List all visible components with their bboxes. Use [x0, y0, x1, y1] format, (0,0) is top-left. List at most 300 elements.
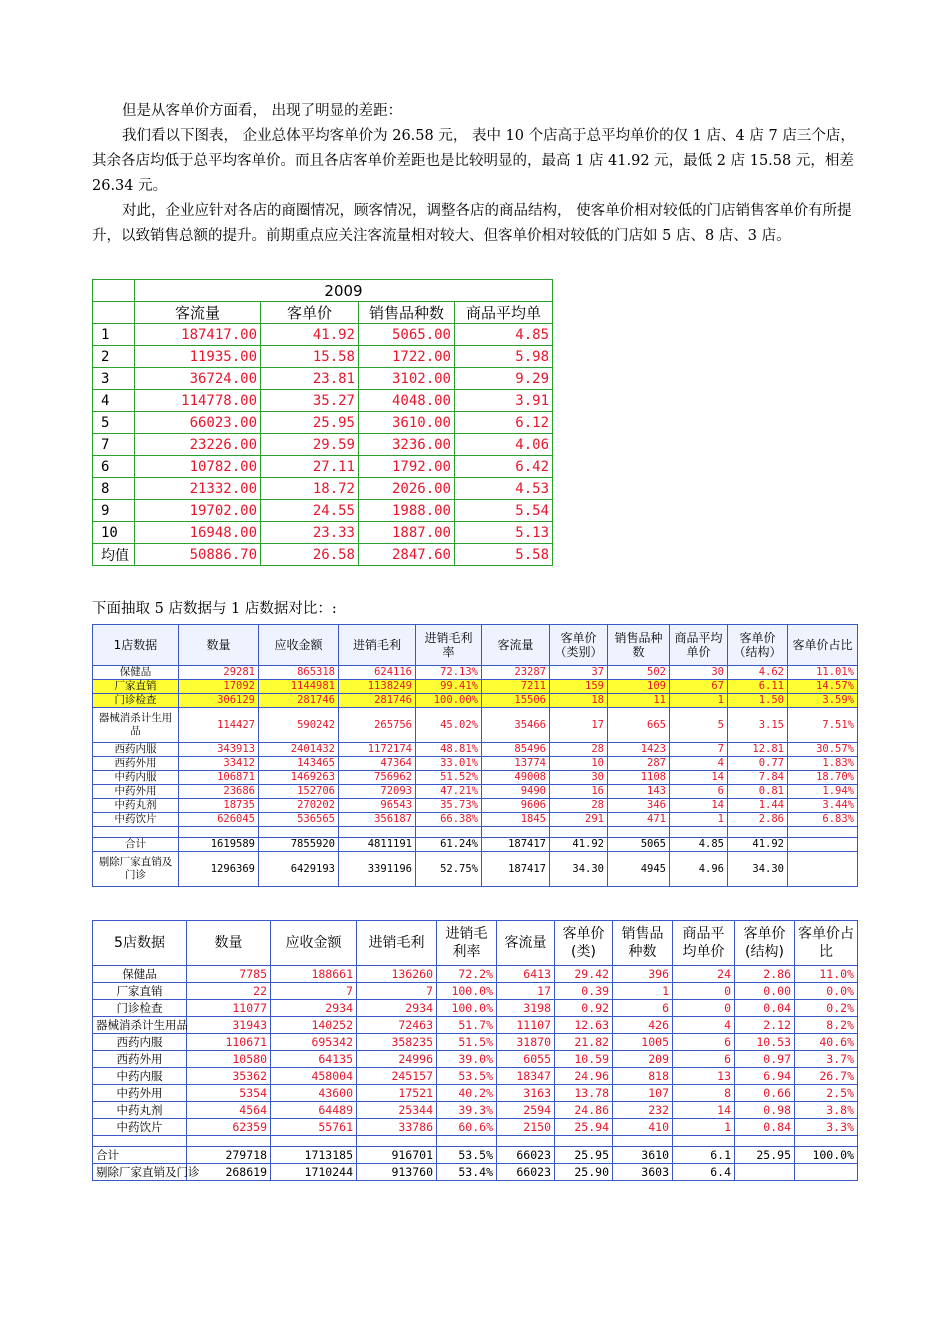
table-cell: 18347 — [497, 1068, 555, 1085]
table-cell: 35.73% — [416, 799, 482, 813]
table-row — [93, 434, 553, 456]
table-cell: 85496 — [482, 743, 550, 757]
table-cell: 25.95 — [555, 1147, 613, 1164]
table-cell: 913760 — [357, 1164, 437, 1181]
table-cell: 536565 — [259, 813, 339, 827]
table-cell: 6413 — [497, 966, 555, 983]
table-cell: 1144981 — [259, 680, 339, 694]
table-cell: 25.95 — [735, 1147, 795, 1164]
category-label: 剔除厂家直销及门诊 — [93, 852, 179, 887]
table-cell: 1.44 — [728, 799, 788, 813]
store-label: 均值 — [93, 544, 135, 566]
table-cell: 6 — [613, 1000, 673, 1017]
table-cell: 0.00 — [735, 983, 795, 1000]
table-cell: 41.92 — [261, 324, 359, 346]
table-cell: 60.6% — [437, 1119, 497, 1136]
table-cell: 5 — [670, 708, 728, 743]
table-cell: 28 — [550, 799, 608, 813]
spacer-row — [93, 827, 858, 838]
store-label: 3 — [93, 368, 135, 390]
table-cell: 626045 — [179, 813, 259, 827]
table-cell: 5.54 — [455, 500, 553, 522]
table-cell: 64135 — [271, 1051, 357, 1068]
table-cell: 6 — [673, 1034, 735, 1051]
table-cell: 343913 — [179, 743, 259, 757]
table-cell: 23287 — [482, 666, 550, 680]
table-cell: 31870 — [497, 1034, 555, 1051]
table-cell: 6 — [670, 785, 728, 799]
table-row — [93, 813, 858, 827]
header-cell: 销售品种数 — [608, 625, 670, 666]
category-label: 西药外用 — [93, 1051, 187, 1068]
table-cell: 11 — [608, 694, 670, 708]
table-cell: 6.94 — [735, 1068, 795, 1085]
header-row — [93, 921, 858, 966]
table-row — [93, 1119, 858, 1136]
header-cell: 销售品种数 — [613, 921, 673, 966]
table-cell: 15506 — [482, 694, 550, 708]
table-cell: 45.02% — [416, 708, 482, 743]
table-cell: 2594 — [497, 1102, 555, 1119]
table-cell: 51.7% — [437, 1017, 497, 1034]
table-cell: 40.2% — [437, 1085, 497, 1102]
table-cell: 24996 — [357, 1051, 437, 1068]
table-cell: 0.92 — [555, 1000, 613, 1017]
table-row — [93, 324, 553, 346]
table-cell: 590242 — [259, 708, 339, 743]
table-cell: 5065 — [608, 838, 670, 852]
header-cell: 客单价（类别） — [550, 625, 608, 666]
table-cell: 47.21% — [416, 785, 482, 799]
table-cell: 29.42 — [555, 966, 613, 983]
table-cell: 16948.00 — [135, 522, 261, 544]
category-label: 剔除厂家直销及门诊 — [93, 1164, 187, 1181]
spacer-row — [93, 1136, 858, 1147]
table-cell: 1423 — [608, 743, 670, 757]
table-cell: 1.50 — [728, 694, 788, 708]
store-summary-table — [92, 279, 553, 566]
excluded-row — [93, 1164, 858, 1181]
table-row — [93, 346, 553, 368]
header-cell: 客流量 — [135, 302, 261, 324]
table-cell: 4.96 — [670, 852, 728, 887]
table-row — [93, 983, 858, 1000]
table-row — [93, 708, 858, 743]
table-cell: 17 — [497, 983, 555, 1000]
table-cell: 30.57% — [788, 743, 858, 757]
table-cell: 11.0% — [795, 966, 858, 983]
table-cell: 29.59 — [261, 434, 359, 456]
table-cell: 0 — [673, 1000, 735, 1017]
table-cell: 21.82 — [555, 1034, 613, 1051]
table-cell: 1138249 — [339, 680, 416, 694]
table-cell: 1710244 — [271, 1164, 357, 1181]
store-label: 6 — [93, 456, 135, 478]
header-cell: 客单价 — [261, 302, 359, 324]
table-cell: 67 — [670, 680, 728, 694]
table-cell: 4.53 — [455, 478, 553, 500]
table-row — [93, 694, 858, 708]
table-cell: 10782.00 — [135, 456, 261, 478]
header-cell: 销售品种数 — [359, 302, 455, 324]
table-cell: 1.94% — [788, 785, 858, 799]
table-cell: 4048.00 — [359, 390, 455, 412]
table-cell: 1792.00 — [359, 456, 455, 478]
table-cell: 13774 — [482, 757, 550, 771]
table-cell: 140252 — [271, 1017, 357, 1034]
store-label: 7 — [93, 434, 135, 456]
table-cell: 53.5% — [437, 1068, 497, 1085]
store-label: 8 — [93, 478, 135, 500]
total-row — [93, 838, 858, 852]
table-cell: 4564 — [187, 1102, 271, 1119]
header-cell: 商品平均单 — [455, 302, 553, 324]
table-row — [93, 456, 553, 478]
category-label: 厂家直销 — [93, 680, 179, 694]
table-cell: 232 — [613, 1102, 673, 1119]
table-cell: 426 — [613, 1017, 673, 1034]
table-cell: 159 — [550, 680, 608, 694]
table-cell: 37 — [550, 666, 608, 680]
table-cell: 6.83% — [788, 813, 858, 827]
table-cell: 3.8% — [795, 1102, 858, 1119]
table-cell: 110671 — [187, 1034, 271, 1051]
category-label: 门诊检查 — [93, 1000, 187, 1017]
table-row — [93, 478, 553, 500]
category-label: 厂家直销 — [93, 983, 187, 1000]
table-cell: 152706 — [259, 785, 339, 799]
table-cell: 291 — [550, 813, 608, 827]
table-cell: 4 — [673, 1017, 735, 1034]
table-cell: 16 — [550, 785, 608, 799]
table-cell: 7.51% — [788, 708, 858, 743]
table-row — [93, 771, 858, 785]
table-cell: 0.84 — [735, 1119, 795, 1136]
table-cell: 1 — [670, 694, 728, 708]
category-label: 中药外用 — [93, 785, 179, 799]
table-cell: 28 — [550, 743, 608, 757]
category-label: 中药内服 — [93, 1068, 187, 1085]
paragraph-recommendation: 对此，企业应针对各店的商圈情况，顾客情况，调整各店的商品结构， 使客单价相对较低的门店销售客单价有所提升，以致销售总额的提升。前期重点应关注客流量相对较大、但客单价相对较低的门店如 5 店、8 店、3 店。 — [92, 203, 852, 244]
table-cell: 109 — [608, 680, 670, 694]
table-cell: 66023 — [497, 1164, 555, 1181]
table-cell: 33.01% — [416, 757, 482, 771]
table-cell: 41.92 — [550, 838, 608, 852]
table-cell: 12.63 — [555, 1017, 613, 1034]
table-cell: 1722.00 — [359, 346, 455, 368]
table-row — [93, 1068, 858, 1085]
table-cell: 5.58 — [455, 544, 553, 566]
table-cell: 346 — [608, 799, 670, 813]
table-cell: 39.0% — [437, 1051, 497, 1068]
table-cell: 26.58 — [261, 544, 359, 566]
table-cell: 17 — [550, 708, 608, 743]
header-cell: 客单价占比 — [788, 625, 858, 666]
table-cell: 33412 — [179, 757, 259, 771]
category-label: 中药外用 — [93, 1085, 187, 1102]
table-cell: 25.90 — [555, 1164, 613, 1181]
table-cell: 34.30 — [728, 852, 788, 887]
table-cell: 64489 — [271, 1102, 357, 1119]
table-cell: 410 — [613, 1119, 673, 1136]
table-cell: 7 — [670, 743, 728, 757]
table-cell: 114778.00 — [135, 390, 261, 412]
table-cell: 18.70% — [788, 771, 858, 785]
table-cell: 53.5% — [437, 1147, 497, 1164]
comparison-caption: 下面抽取 5 店数据与 1 店数据对比：: — [92, 601, 337, 617]
table-cell: 6 — [673, 1051, 735, 1068]
table-cell: 281746 — [259, 694, 339, 708]
table-cell: 3163 — [497, 1085, 555, 1102]
table-cell: 396 — [613, 966, 673, 983]
table-cell: 0.04 — [735, 1000, 795, 1017]
table-cell: 11.01% — [788, 666, 858, 680]
category-label: 器械消杀计生用品 — [93, 1017, 187, 1034]
table-row — [93, 757, 858, 771]
header-row — [93, 625, 858, 666]
header-cell: 客单价(类) — [555, 921, 613, 966]
table-cell — [788, 852, 858, 887]
table-cell: 818 — [613, 1068, 673, 1085]
table-cell: 11107 — [497, 1017, 555, 1034]
table-cell: 5.13 — [455, 522, 553, 544]
table-row — [93, 1034, 858, 1051]
table-row — [93, 785, 858, 799]
table-row — [93, 1017, 858, 1034]
table-cell: 9490 — [482, 785, 550, 799]
table-cell: 13.78 — [555, 1085, 613, 1102]
table-cell: 72.2% — [437, 966, 497, 983]
excluded-row — [93, 852, 858, 887]
table-cell: 30 — [670, 666, 728, 680]
table-cell: 3.7% — [795, 1051, 858, 1068]
table-cell: 23226.00 — [135, 434, 261, 456]
header-cell: 5店数据 — [93, 921, 187, 966]
table-cell: 30 — [550, 771, 608, 785]
table-cell: 0.0% — [795, 983, 858, 1000]
table-cell: 10.59 — [555, 1051, 613, 1068]
store-label: 5 — [93, 412, 135, 434]
table-cell: 12.81 — [728, 743, 788, 757]
table-cell: 1296369 — [179, 852, 259, 887]
header-cell: 客单价(结构) — [735, 921, 795, 966]
header-cell: 进销毛利率 — [416, 625, 482, 666]
table-cell: 358235 — [357, 1034, 437, 1051]
category-label: 西药外用 — [93, 757, 179, 771]
table-cell: 3603 — [613, 1164, 673, 1181]
table-cell: 2934 — [357, 1000, 437, 1017]
table-cell: 17521 — [357, 1085, 437, 1102]
table-cell: 2.86 — [735, 966, 795, 983]
table-cell: 3198 — [497, 1000, 555, 1017]
table-cell: 7 — [357, 983, 437, 1000]
store-label: 10 — [93, 522, 135, 544]
category-label: 中药内服 — [93, 771, 179, 785]
table-cell: 1988.00 — [359, 500, 455, 522]
table-cell: 502 — [608, 666, 670, 680]
category-label: 门诊检查 — [93, 694, 179, 708]
header-cell: 商品平均单价 — [673, 921, 735, 966]
table-cell: 23686 — [179, 785, 259, 799]
table-cell: 17092 — [179, 680, 259, 694]
table-cell: 33786 — [357, 1119, 437, 1136]
category-label: 中药丸剂 — [93, 1102, 187, 1119]
table-cell: 6429193 — [259, 852, 339, 887]
table-cell: 279718 — [187, 1147, 271, 1164]
category-label: 西药内服 — [93, 1034, 187, 1051]
table-cell: 2.5% — [795, 1085, 858, 1102]
table-cell: 26.7% — [795, 1068, 858, 1085]
table-cell: 4.06 — [455, 434, 553, 456]
table-cell: 270202 — [259, 799, 339, 813]
table-cell — [788, 838, 858, 852]
table-row — [93, 743, 858, 757]
table-cell: 27.11 — [261, 456, 359, 478]
table-cell: 4.62 — [728, 666, 788, 680]
table-cell: 72463 — [357, 1017, 437, 1034]
table-cell: 10.53 — [735, 1034, 795, 1051]
table-cell: 4811191 — [339, 838, 416, 852]
store5-category-table — [92, 920, 858, 1181]
table-cell — [735, 1164, 795, 1181]
table-row — [93, 500, 553, 522]
table-cell: 29281 — [179, 666, 259, 680]
table-row — [93, 1051, 858, 1068]
table-cell: 1713185 — [271, 1147, 357, 1164]
table-cell: 695342 — [271, 1034, 357, 1051]
table-cell: 1845 — [482, 813, 550, 827]
category-label: 中药饮片 — [93, 813, 179, 827]
table-cell: 143465 — [259, 757, 339, 771]
table-cell: 6.12 — [455, 412, 553, 434]
table-cell: 4.85 — [455, 324, 553, 346]
table-cell: 72.13% — [416, 666, 482, 680]
table-cell: 13 — [673, 1068, 735, 1085]
table-row — [93, 1102, 858, 1119]
table-cell: 24.55 — [261, 500, 359, 522]
table-cell: 4945 — [608, 852, 670, 887]
table-row — [93, 368, 553, 390]
table-cell: 0.2% — [795, 1000, 858, 1017]
store1-category-table — [92, 624, 858, 887]
table-cell: 11077 — [187, 1000, 271, 1017]
table-cell: 23.33 — [261, 522, 359, 544]
table-cell: 187417 — [482, 852, 550, 887]
table-cell: 99.41% — [416, 680, 482, 694]
table-cell: 665 — [608, 708, 670, 743]
table-row — [93, 799, 858, 813]
table-row — [93, 680, 858, 694]
category-label: 中药丸剂 — [93, 799, 179, 813]
table-cell: 9.29 — [455, 368, 553, 390]
table-cell: 0.98 — [735, 1102, 795, 1119]
table-cell: 1005 — [613, 1034, 673, 1051]
table-cell: 5354 — [187, 1085, 271, 1102]
table-cell: 35362 — [187, 1068, 271, 1085]
table-cell: 52.75% — [416, 852, 482, 887]
table-cell: 3.91 — [455, 390, 553, 412]
table-cell: 0.39 — [555, 983, 613, 1000]
store-label: 1 — [93, 324, 135, 346]
table-cell: 100.00% — [416, 694, 482, 708]
table-cell: 1619589 — [179, 838, 259, 852]
header-cell: 进销毛利 — [357, 921, 437, 966]
table-row — [93, 1000, 858, 1017]
table-cell: 24.96 — [555, 1068, 613, 1085]
store-label: 2 — [93, 346, 135, 368]
table-cell: 6.4 — [673, 1164, 735, 1181]
table-cell: 66023.00 — [135, 412, 261, 434]
table-cell: 24 — [673, 966, 735, 983]
table-cell: 268619 — [187, 1164, 271, 1181]
table-cell: 281746 — [339, 694, 416, 708]
table-cell: 96543 — [339, 799, 416, 813]
table-cell: 49008 — [482, 771, 550, 785]
category-label: 合计 — [93, 1147, 187, 1164]
table-row — [93, 1085, 858, 1102]
table-cell: 25.94 — [555, 1119, 613, 1136]
table-cell: 0.97 — [735, 1051, 795, 1068]
table-cell: 2150 — [497, 1119, 555, 1136]
paragraph-intro: 但是从客单价方面看， 出现了明显的差距： — [122, 103, 403, 119]
table-cell: 15.58 — [261, 346, 359, 368]
header-cell: 商品平均单价 — [670, 625, 728, 666]
table-row — [93, 412, 553, 434]
table-cell: 25344 — [357, 1102, 437, 1119]
table-cell: 3.44% — [788, 799, 858, 813]
table-cell: 458004 — [271, 1068, 357, 1085]
table-cell: 916701 — [357, 1147, 437, 1164]
table-cell: 9606 — [482, 799, 550, 813]
table-cell: 0 — [673, 983, 735, 1000]
table-cell: 66023 — [497, 1147, 555, 1164]
table-cell: 7 — [271, 983, 357, 1000]
table-cell: 53.4% — [437, 1164, 497, 1181]
table-cell: 24.86 — [555, 1102, 613, 1119]
table-cell: 2847.60 — [359, 544, 455, 566]
table-cell: 31943 — [187, 1017, 271, 1034]
table-cell: 2401432 — [259, 743, 339, 757]
table-cell: 61.24% — [416, 838, 482, 852]
table-cell: 47364 — [339, 757, 416, 771]
table-cell: 136260 — [357, 966, 437, 983]
table-cell: 187417.00 — [135, 324, 261, 346]
table-cell: 14.57% — [788, 680, 858, 694]
year-row — [93, 280, 553, 302]
table-cell: 36724.00 — [135, 368, 261, 390]
table-cell: 39.3% — [437, 1102, 497, 1119]
table-cell: 3391196 — [339, 852, 416, 887]
table-cell: 18 — [550, 694, 608, 708]
header-row — [93, 302, 553, 324]
table-cell: 14 — [673, 1102, 735, 1119]
table-cell: 25.95 — [261, 412, 359, 434]
table-cell: 55761 — [271, 1119, 357, 1136]
table-cell: 62359 — [187, 1119, 271, 1136]
header-cell: 数量 — [187, 921, 271, 966]
table-cell: 48.81% — [416, 743, 482, 757]
table-row — [93, 966, 858, 983]
table-cell: 2026.00 — [359, 478, 455, 500]
table-cell: 306129 — [179, 694, 259, 708]
table-cell: 18.72 — [261, 478, 359, 500]
header-cell: 客单价（结构） — [728, 625, 788, 666]
category-label: 保健品 — [93, 666, 179, 680]
table-cell: 624116 — [339, 666, 416, 680]
table-cell: 7785 — [187, 966, 271, 983]
table-cell: 6055 — [497, 1051, 555, 1068]
header-cell: 客单价占比 — [795, 921, 858, 966]
